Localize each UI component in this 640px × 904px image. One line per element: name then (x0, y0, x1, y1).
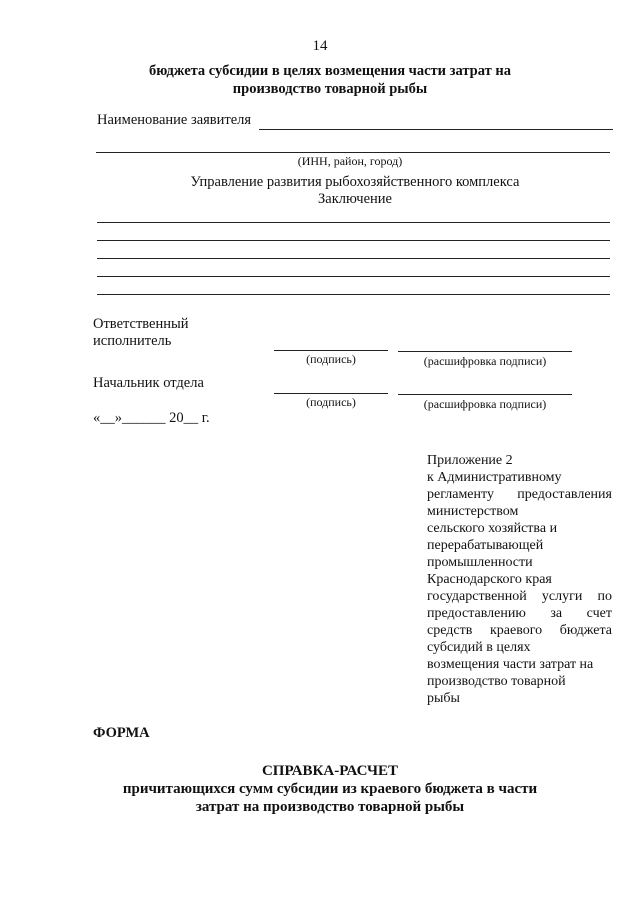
responsible-decode-line (398, 351, 572, 352)
responsible-label (93, 316, 189, 350)
head-sign-line (274, 393, 388, 394)
document-title (60, 762, 600, 816)
responsible-decode-caption: (расшифровка подписи) (423, 354, 547, 368)
appendix-line: государственной услуги по (427, 589, 612, 604)
header-line-1: бюджета субсидии в целях возмещения части затрат на (149, 63, 511, 79)
appendix-line: средств краевого бюджета (427, 623, 612, 638)
header-block (60, 62, 600, 98)
head-decode-caption: (расшифровка подписи) (423, 397, 547, 411)
appendix-line: министерством (427, 504, 519, 519)
responsible-sign-caption: (подпись) (306, 352, 356, 366)
applicant-line-1 (259, 129, 613, 130)
appendix-line: производство товарной (427, 674, 566, 689)
title-main: СПРАВКА-РАСЧЕТ (261, 763, 399, 779)
appendix-line: возмещения части затрат на (427, 657, 594, 672)
appendix-line: регламенту предоставления (427, 487, 612, 502)
appendix-block (427, 452, 612, 707)
appendix-line: Приложение 2 (427, 453, 513, 468)
appendix-line: сельского хозяйства и (427, 521, 558, 536)
appendix-line: субсидий в целях (427, 640, 531, 655)
title-sub-2: затрат на производство товарной рыбы (195, 799, 465, 815)
applicant-label: Наименование заявителя (97, 112, 252, 128)
form-label: ФОРМА (93, 725, 150, 741)
appendix-line: рыбы (427, 691, 460, 706)
responsible-label-line-2: исполнитель (93, 333, 172, 349)
page-number: 14 (312, 38, 328, 54)
department-title: Управление развития рыбохозяйственного комплекса (190, 174, 520, 190)
conclusion-line-3 (97, 258, 610, 259)
head-decode-line (398, 394, 572, 395)
appendix-line: к Административному (427, 470, 562, 485)
conclusion-line-1 (97, 222, 610, 223)
conclusion-line-5 (97, 294, 610, 295)
head-sign-caption: (подпись) (306, 395, 356, 409)
date-line: «__»______ 20__ г. (93, 410, 210, 426)
conclusion-title: Заключение (318, 191, 392, 207)
applicant-caption: (ИНН, район, город) (297, 154, 403, 168)
appendix-line: Краснодарского края (427, 572, 552, 587)
head-label: Начальник отдела (93, 375, 204, 391)
responsible-label-line-1: Ответственный (93, 316, 189, 332)
conclusion-line-2 (97, 240, 610, 241)
header-line-2: производство товарной рыбы (232, 81, 428, 97)
applicant-line-2 (96, 152, 610, 153)
appendix-line: предоставлению за счет (427, 606, 612, 621)
responsible-sign-line (274, 350, 388, 351)
title-sub-1: причитающихся сумм субсидии из краевого бюджета в части (122, 781, 538, 797)
appendix-line: перерабатывающей (427, 538, 544, 553)
conclusion-line-4 (97, 276, 610, 277)
appendix-line: промышленности (427, 555, 533, 570)
